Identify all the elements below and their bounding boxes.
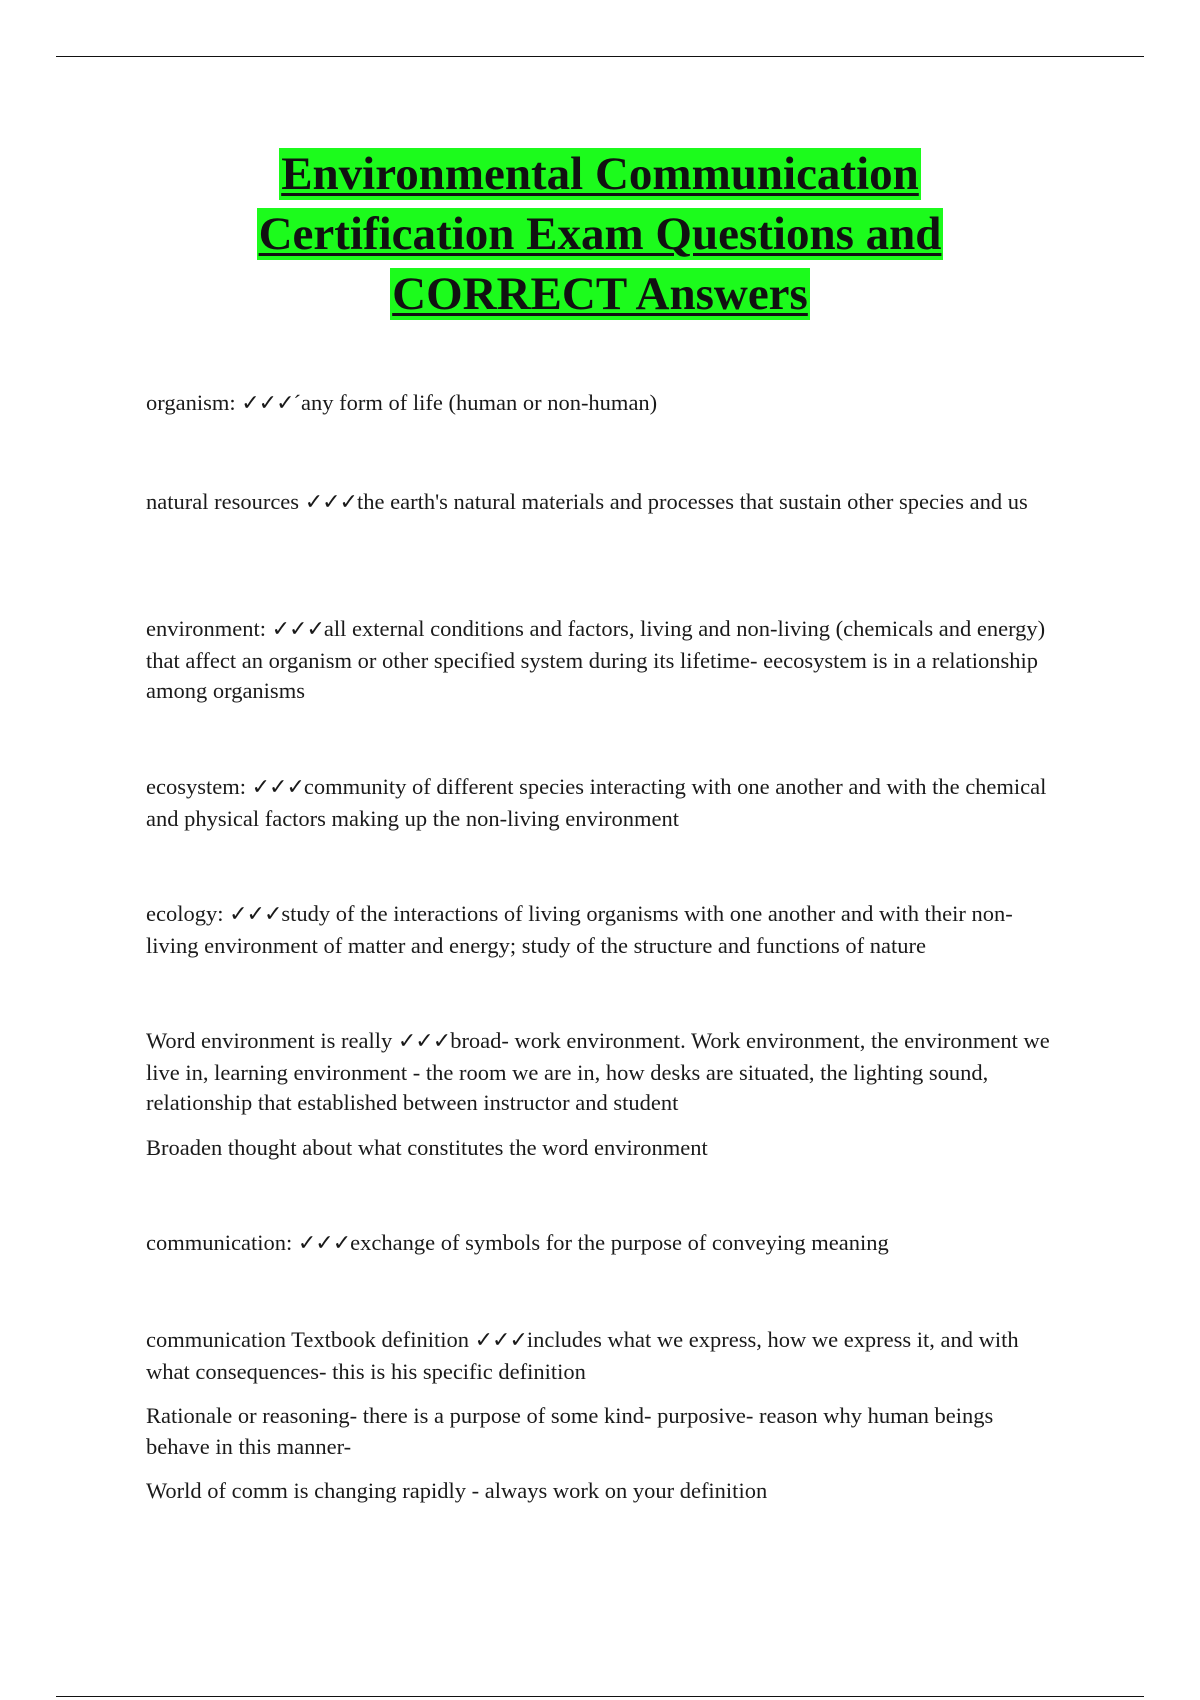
qa-item-ecology <box>146 899 1051 961</box>
checkmark-icon: ✓✓✓ <box>229 902 282 927</box>
checkmark-icon: ✓✓✓ <box>397 1029 451 1054</box>
qa-item-ecosystem <box>146 772 1051 834</box>
qa-answer: broad- work environment. Work environment, the environment we live in, learning environment - the room we are in, how desks are situated, the lighting sound, relationship that established between instructor and student <box>146 1028 1050 1115</box>
qa-answer: community of different species interacting with one another and with the chemical and physical factors making up the non-living environment <box>146 774 1047 831</box>
title-line-3: CORRECT Answers <box>392 268 808 320</box>
title-line-2: Certification Exam Questions and <box>258 208 942 260</box>
title-line-1: Environmental Communication <box>281 148 919 200</box>
qa-note: Rationale or reasoning- there is a purpose of some kind- purposive- reason why human beings behave in this manner- <box>146 1403 994 1459</box>
qa-note: World of comm is changing rapidly - always work on your definition <box>146 1478 768 1503</box>
qa-answer: the earth's natural materials and processes that sustain other species and us <box>357 489 1028 514</box>
checkmark-icon: ✓✓✓ <box>251 775 304 800</box>
checkmark-icon: ✓✓✓ <box>474 1328 527 1353</box>
qa-item-organism <box>146 388 1051 420</box>
qa-item-environment <box>146 614 1051 707</box>
qa-answer: exchange of symbols for the purpose of conveying meaning <box>350 1230 889 1255</box>
qa-term: communication Textbook definition <box>146 1327 475 1352</box>
qa-item-natural-resources <box>146 487 1051 519</box>
qa-note: Broaden thought about what constitutes the word environment <box>146 1134 708 1160</box>
qa-answer: includes what we express, how we express it, and with what consequences- this is his specific definition <box>146 1327 1019 1384</box>
qa-term: ecology: <box>146 901 230 926</box>
qa-answer: study of the interactions of living organisms with one another and with their non-living environment of matter and energy; study of the structure and functions of nature <box>146 901 1013 958</box>
checkmark-icon: ✓✓✓ <box>271 617 324 642</box>
document-title <box>146 144 1054 324</box>
checkmark-icon: ✓✓✓ <box>297 1231 351 1256</box>
top-rule <box>56 56 1144 57</box>
qa-item-communication-textbook <box>146 1325 1051 1507</box>
qa-term: communication: <box>146 1230 298 1255</box>
checkmark-icon: ✓✓✓ <box>304 490 357 515</box>
qa-term: natural resources <box>146 489 305 514</box>
qa-item-communication <box>146 1228 1051 1260</box>
qa-term: Word environment is really <box>146 1028 398 1053</box>
qa-answer: ´any form of life (human or non-human) <box>293 390 658 415</box>
qa-term: ecosystem: <box>146 774 252 799</box>
qa-term: organism: <box>146 390 242 415</box>
bottom-rule <box>56 1696 1144 1697</box>
checkmark-icon: ✓✓✓ <box>241 391 294 416</box>
qa-answer: all external conditions and factors, living and non-living (chemicals and energy) that affect an organism or other specified system during its lifetime- eecosystem is in a relationship among organisms <box>146 616 1046 703</box>
qa-term: environment: <box>146 616 272 641</box>
qa-item-word-environment <box>146 1026 1051 1163</box>
